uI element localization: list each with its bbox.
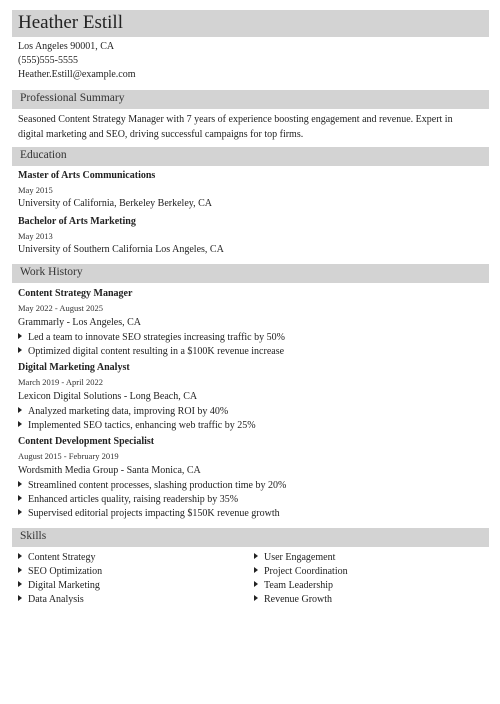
bullet-icon [18,553,22,559]
bullet-icon [254,595,258,601]
education-date: May 2015 [18,185,53,195]
education-section-header [12,147,489,166]
job-title: Digital Marketing Analyst [18,362,130,373]
name-header-bar [12,10,489,37]
job-bullet-text: Optimized digital content resulting in a $100K revenue increase [28,346,285,357]
job-company: Wordsmith Media Group - Santa Monica, CA [18,465,201,476]
job-company: Grammarly - Los Angeles, CA [18,317,142,328]
skill-item [18,580,100,591]
job-dates: August 2015 - February 2019 [18,451,119,461]
job-bullet [18,420,256,431]
bullet-icon [254,553,258,559]
job-title: Content Development Specialist [18,436,155,447]
bullet-icon [18,421,22,427]
job-company: Lexicon Digital Solutions - Long Beach, CA [18,391,198,402]
contact-address: Los Angeles 90001, CA [18,41,115,52]
job-title: Content Strategy Manager [18,288,133,299]
job-bullet [18,346,284,357]
job-bullet-text: Supervised editorial projects impacting $150K revenue growth [28,508,280,519]
skill-item [254,580,333,591]
bullet-icon [254,567,258,573]
bullet-icon [18,347,22,353]
skill-label: Content Strategy [28,552,96,563]
skill-item [18,594,84,605]
skill-label: Data Analysis [28,594,84,605]
work-section-title: Work History [20,266,83,278]
skill-label: User Engagement [264,552,336,563]
bullet-icon [18,333,22,339]
job-bullet-text: Analyzed marketing data, improving ROI by 40% [28,406,229,417]
education-school: University of California, Berkeley Berkeley, CA [18,198,213,209]
education-school: University of Southern California Los Angeles, CA [18,244,224,255]
skill-label: Revenue Growth [264,594,333,605]
job-dates: March 2019 - April 2022 [18,377,103,387]
job-bullet [18,480,286,491]
skill-item [254,566,348,577]
summary-section-header [12,90,489,109]
bullet-icon [18,481,22,487]
skill-label: Project Coordination [264,566,348,577]
work-section-header [12,264,489,283]
job-bullet-text: Streamlined content processes, slashing production time by 20% [28,480,287,491]
job-bullet [18,494,238,505]
job-bullet [18,406,228,417]
summary-text: Seasoned Content Strategy Manager with 7 years of experience boosting engagement and revenue. Expert in digital marketing and SEO, driving successful campaigns for top firms. [18,114,453,140]
skill-item [18,566,102,577]
contact-phone: (555)555-5555 [18,55,78,66]
job-dates: May 2022 - August 2025 [18,303,103,313]
job-bullet [18,508,280,519]
skill-label: SEO Optimization [28,566,103,577]
job-bullet-text: Implemented SEO tactics, enhancing web traffic by 25% [28,420,256,431]
skill-item [18,552,96,563]
skill-item [254,594,332,605]
bullet-icon [18,509,22,515]
bullet-icon [18,495,22,501]
contact-email: Heather.Estill@example.com [18,69,136,80]
job-bullet-text: Enhanced articles quality, raising readership by 35% [28,494,239,505]
bullet-icon [18,407,22,413]
summary-section-title: Professional Summary [20,92,125,104]
skill-item [254,552,335,563]
bullet-icon [18,581,22,587]
job-bullet [18,332,285,343]
skill-label: Team Leadership [264,580,333,591]
education-degree: Master of Arts Communications [18,170,156,181]
skills-section-title: Skills [20,530,47,542]
bullet-icon [18,567,22,573]
skill-label: Digital Marketing [28,580,100,591]
education-date: May 2013 [18,231,53,241]
bullet-icon [18,595,22,601]
job-bullet-text: Led a team to innovate SEO strategies increasing traffic by 50% [28,332,285,343]
education-degree: Bachelor of Arts Marketing [18,216,136,227]
education-section-title: Education [20,149,67,161]
skills-section-header [12,528,489,547]
candidate-name: Heather Estill [18,12,123,33]
bullet-icon [254,581,258,587]
